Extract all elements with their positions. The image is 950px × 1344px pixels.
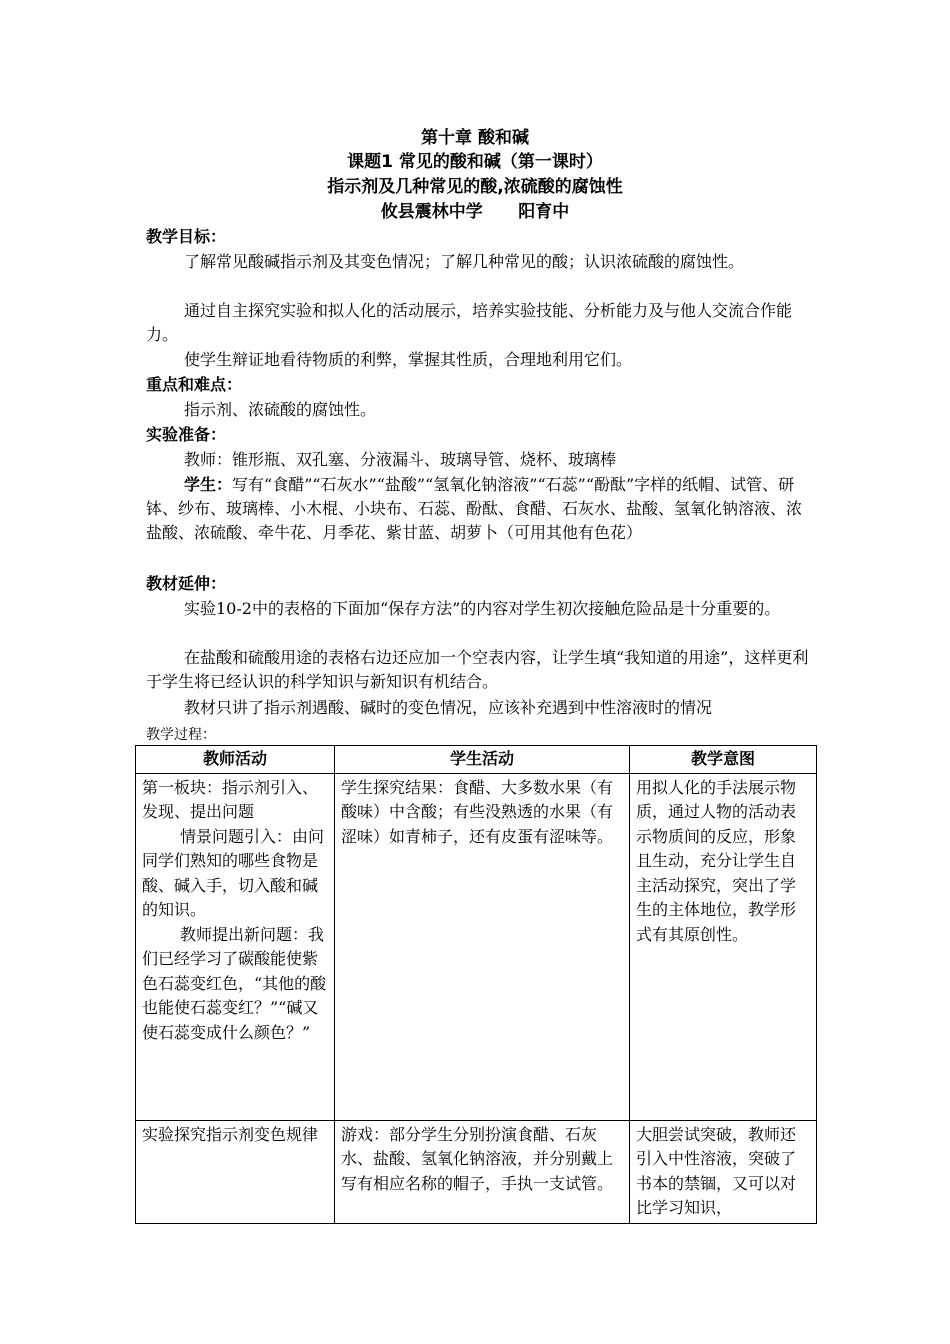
key-points-text: 指示剂、浓硫酸的腐蚀性。 [184,400,377,419]
prep-heading: 实验准备： [146,425,227,444]
teacher-activity-cell [136,773,335,1120]
goal-paragraph-2: 通过自主探究实验和拟人化的活动展示，培养实验技能、分析能力及与他人交流合作能力。 [146,301,793,344]
prep-student-paragraph [146,473,810,545]
extension-paragraph-3: 教材只讲了指示剂遇酸、碱时的变色情况，应该补充遇到中性溶液时的情况 [184,698,713,717]
header-student-activity: 学生活动 [335,746,630,774]
prep-teacher-text: 教师：锥形瓶、双孔塞、分液漏斗、玻璃导管、烧杯、玻璃棒 [184,450,617,469]
author-line: 攸县震林中学 阳育中 [380,202,570,222]
header-teaching-intent: 教学意图 [630,746,817,774]
goals-heading: 教学目标： [146,227,227,246]
teacher-activity-line: 情景问题引入：由问同学们熟知的哪些食物是酸、碱入手，切入酸和碱的知识。 [142,826,325,919]
goal-paragraph-3: 使学生辩证地看待物质的利弊，掌握其性质，合理地利用它们。 [184,350,633,369]
goal-paragraph-1: 了解常见酸碱指示剂及其变色情况；了解几种常见的酸；认识浓硫酸的腐蚀性。 [184,252,745,271]
chapter-title: 第十章 酸和碱 [421,128,529,148]
key-points-heading: 重点和难点： [146,375,243,394]
teacher-activity-cell [136,1120,335,1223]
header-teacher-activity: 教师活动 [136,746,335,774]
lesson-title: 课题1 常见的酸和碱（第一课时） [347,152,603,172]
table-row [136,773,817,1120]
extension-paragraph-2: 在盐酸和硫酸用途的表格右边还应加一个空表内容，让学生填“我知道的用途”，这样更利于学生将已经认识的科学知识与新知识有机结合。 [146,648,809,691]
teaching-process-table [135,745,817,1224]
teacher-activity-line: 教师提出新问题：我们已经学习了碳酸能使紫色石蕊变红色，“其他的酸也能使石蕊变红？”“碱又使石蕊变成什么颜色？” [142,924,327,1042]
extension-paragraph-1: 实验10-2中的表格的下面加“保存方法”的内容对学生初次接触危险品是十分重要的。 [184,599,781,618]
student-activity-cell: 学生探究结果：食醋、大多数水果（有酸味）中含酸；有些没熟透的水果（有涩味）如青柿子，还有皮蛋有涩味等。 [335,773,630,1120]
prep-student-text: 写有“食醋”“石灰水”“盐酸”“氢氧化钠溶液”“石蕊”“酚酞”字样的纸帽、试管、研钵、纱布、玻璃棒、小木棍、小块布、石蕊、酚酞、食醋、石灰水、盐酸、氢氧化钠溶液、浓盐酸、浓硫酸、牵牛花、月季花、紫甘蓝、胡萝卜（可用其他有色花） [146,475,803,542]
teacher-activity-line: 第一板块：指示剂引入、发现、提出问题 [142,777,319,821]
student-activity-cell: 游戏：部分学生分别扮演食醋、石灰水、盐酸、氢氧化钠溶液，并分别戴上写有相应名称的帽子，手执一支试管。 [335,1120,630,1223]
process-label: 教学过程： [146,727,216,743]
table-header-row [136,746,817,774]
teaching-intent-cell: 大胆尝试突破，教师还引入中性溶液，突破了书本的禁锢，又可以对比学习知识， [630,1120,817,1223]
table-row [136,1120,817,1223]
topic-title: 指示剂及几种常见的酸,浓硫酸的腐蚀性 [327,177,623,197]
prep-student-label: 学生： [184,475,233,494]
teaching-intent-cell: 用拟人化的手法展示物质，通过人物的活动表示物质间的反应，形象且生动，充分让学生自主活动探究，突出了学生的主体地位，教学形式有其原创性。 [630,773,817,1120]
teacher-activity-line: 实验探究指示剂变色规律 [142,1124,319,1144]
extension-heading: 教材延伸： [146,574,227,593]
